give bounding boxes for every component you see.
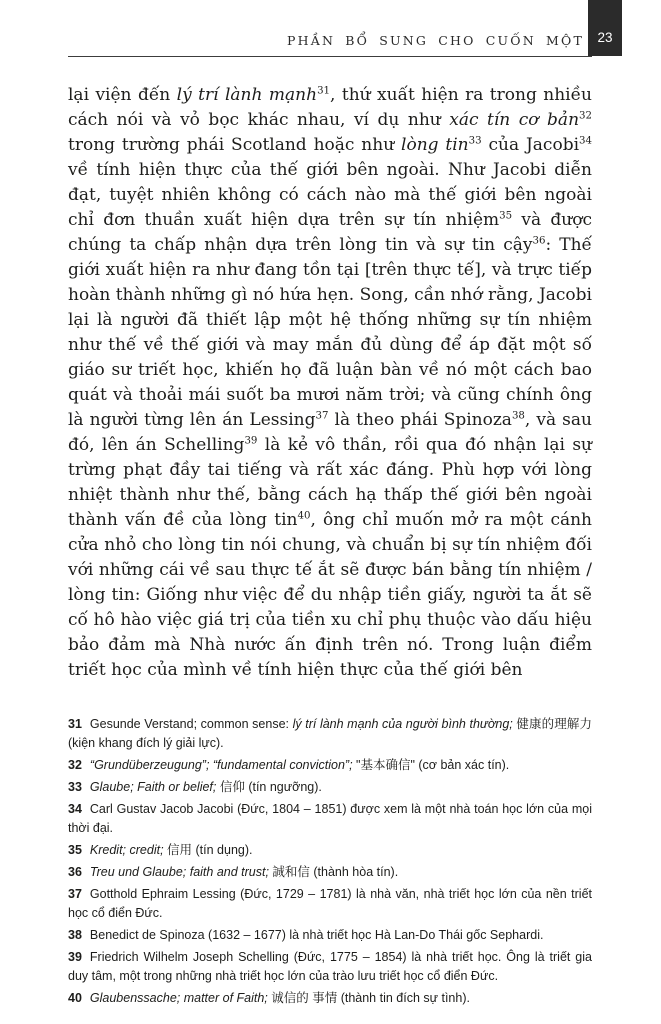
text-segment: 健康的理解力 (kiện khang đích lý giải lực).: [68, 717, 592, 750]
text-segment: lòng tin: [401, 135, 469, 155]
text-segment: là kẻ vô thần, rồi qua đó nhận lại sự trừng phạt đầy tai tiếng và rất xác đáng. Phù hợp với lòng nhiệt thành như thế, bằng cách hạ thấp thế giới bên ngoài thành vấn đề của lòng tin: [68, 435, 592, 530]
text-segment: trong trường phái Scotland hoặc như: [68, 135, 402, 155]
text-segment: “Grundüberzeugung”; “fundamental conviction”;: [89, 758, 357, 772]
text-segment: lại viện đến: [68, 85, 177, 105]
text-segment: : Thế giới xuất hiện ra như đang tồn tại [trên thực tế], và trực tiếp hoàn thành những gì nó hứa hẹn. Song, cần nhớ rằng, Jacobi lại là người đã thiết lập một hệ thống những sự tín nhiệm như thế về thế giới và may mắn đủ dùng để áp đặt một số giáo sư triết học, khiến họ đã luận bàn về nó một cách bao quát và thoải mái suốt ba mươi năm trời; và cũng chính ông là người từng lên án Lessing: [68, 235, 592, 430]
text-segment: lý trí lành mạnh của người bình thường;: [292, 717, 513, 731]
text-segment: Glaube; Faith or belief;: [89, 780, 220, 794]
footnote-number: 34: [68, 802, 82, 816]
footnote-item: [68, 948, 592, 986]
footnote-number: 33: [68, 780, 82, 794]
text-segment: 信用 (tín dụng).: [167, 843, 253, 857]
footnote-number: 39: [68, 950, 82, 964]
footnote-ref: 40: [297, 510, 311, 522]
text-segment: về tính hiện thực của thế giới bên ngoài. Như Jacobi diễn đạt, tuyệt nhiên không có cách nào mà thế giới bên ngoài chỉ đơn thuần xuất hiện dựa trên sự tín nhiệm: [68, 160, 592, 230]
footnote-ref: 32: [579, 110, 592, 122]
footnote-number: 40: [68, 991, 82, 1005]
text-segment: của Jacobi: [481, 135, 580, 155]
footnote-item: [68, 885, 592, 923]
footnote-ref: 34: [579, 135, 592, 147]
text-segment: Friedrich Wilhelm Joseph Schelling (Đức, 1775 – 1854) là nhà triết học. Ông là triết gia duy tâm, một trong những nhà triết học lớn của trào lưu triết học cổ điển Đức.: [68, 950, 592, 983]
footnote-item: [68, 800, 592, 838]
footnote-item: [68, 926, 592, 945]
text-segment: là theo phái Spinoza: [328, 410, 512, 430]
text-segment: , ông chỉ muốn mở ra một cánh cửa nhỏ cho lòng tin nói chung, và chuẩn bị sự tín nhiệm đối với những cái về sau thực tế ắt sẽ được bán bằng tín nhiệm / lòng tin: Giống như việc để du nhập tiền giấy, người ta ắt sẽ cố hô hào việc giá trị của tiền xu chỉ phụ thuộc vào dấu hiệu bảo đảm mà Nhà nước ấn định trên nó. Trong luận điểm triết học của mình về tính hiện thực của thế giới bên: [68, 510, 593, 680]
text-segment: Gesunde Verstand; common sense:: [89, 717, 293, 731]
text-segment: 信仰 (tín ngưỡng).: [219, 780, 322, 794]
footnote-item: [68, 715, 592, 753]
text-segment: Gotthold Ephraim Lessing (Đức, 1729 – 1781) là nhà văn, nhà triết học lớn của nền triết học cổ điển Đức.: [68, 887, 592, 920]
text-segment: , và sau đó, lên án Schelling: [68, 410, 592, 455]
footnote-number: 35: [68, 843, 82, 857]
footnotes-section: [68, 715, 592, 1008]
footnote-number: 31: [68, 717, 82, 731]
text-segment: Benedict de Spinoza (1632 – 1677) là nhà triết học Hà Lan-Do Thái gốc Sephardi.: [89, 928, 544, 942]
footnote-item: [68, 778, 592, 797]
footnote-number: 38: [68, 928, 82, 942]
footnote-ref: 31: [317, 85, 331, 97]
text-segment: Carl Gustav Jacob Jacobi (Đức, 1804 – 1851) được xem là một nhà toán học lớn của mọi thời đại.: [68, 802, 592, 835]
footnote-number: 36: [68, 865, 82, 879]
page-number-badge: [588, 0, 622, 56]
footnote-item: [68, 841, 592, 860]
footnote-ref: 38: [511, 410, 525, 422]
page-number: 23: [597, 30, 613, 45]
footnote-number: 37: [68, 887, 82, 901]
footnote-ref: 36: [532, 235, 546, 247]
text-segment: lý trí lành mạnh: [176, 85, 318, 105]
footnote-item: [68, 756, 592, 775]
text-segment: 诚信的 事情 (thành tin đích sự tình).: [271, 991, 470, 1005]
footnote-ref: 35: [499, 210, 513, 222]
text-segment: 誠和信 (thành hòa tín).: [272, 865, 399, 879]
text-segment: và được chúng ta chấp nhận dựa trên lòng tin và sự tin cậy: [68, 210, 592, 255]
footnote-item: [68, 989, 592, 1008]
text-segment: Glaubenssache; matter of Faith;: [89, 991, 272, 1005]
text-segment: Treu und Glaube; faith and trust;: [89, 865, 273, 879]
main-paragraph: [68, 83, 592, 683]
page-header: [68, 0, 613, 57]
running-header-title: PHẦN BỔ SUNG CHO CUỐN MỘT: [287, 33, 584, 48]
footnote-item: [68, 863, 592, 882]
footnote-ref: 37: [315, 410, 329, 422]
text-segment: Kredit; credit;: [89, 843, 168, 857]
text-segment: , thứ xuất hiện ra trong nhiều cách nói và vỏ bọc khác nhau, ví dụ như: [68, 85, 593, 130]
text-segment: "基本确信" (cơ bản xác tín).: [356, 758, 510, 772]
footnote-ref: 33: [468, 135, 482, 147]
body-text: [68, 83, 592, 683]
footnote-number: 32: [68, 758, 82, 772]
footnote-ref: 39: [244, 435, 258, 447]
text-segment: xác tín cơ bản: [449, 110, 580, 130]
